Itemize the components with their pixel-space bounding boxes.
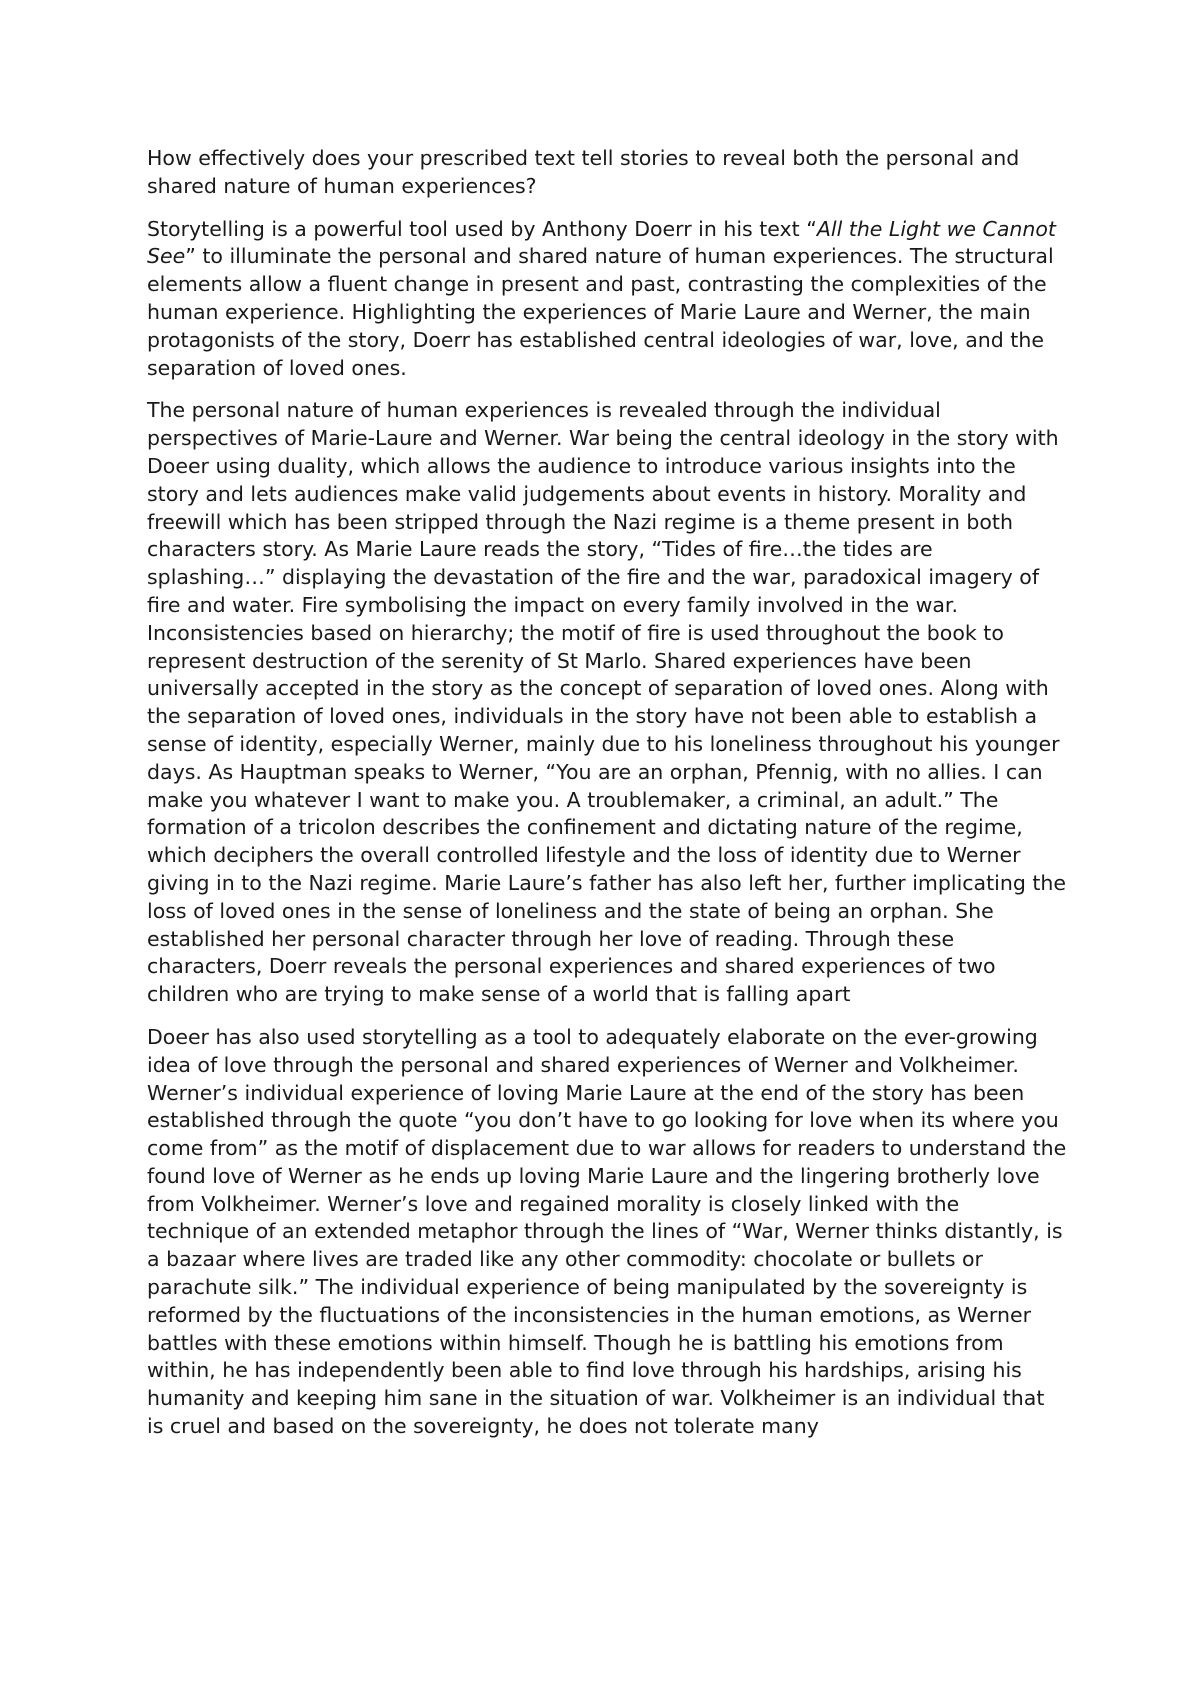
book-title: All the Light we Cannot See <box>147 216 1056 269</box>
intro-text-after-title: ” to illuminate the personal and shared nature of human experiences. The structural elements allow a fluent change in present and past, contrasting the complexities of the human experience. Highlighting the experiences of Marie Laure and Werner, the main protagonists of the story, Doerr has established central ideologies of war, love, and the separation of loved ones. <box>147 244 1054 380</box>
body-paragraph-love: Doeer has also used storytelling as a tool to adequately elaborate on the ever-growing idea of love through the personal and shared experiences of Werner and Volkheimer. Werner’s individual experience of loving Marie Laure at the end of the story has been established through the quote “you don’t have to go looking for love when its where you come from” as the motif of displacement due to war allows for readers to understand the found love of Werner as he ends up loving Marie Laure and the lingering brotherly love from Volkheimer. Werner’s love and regained morality is closely linked with the technique of an extended metaphor through the lines of “War, Werner thinks distantly, is a bazaar where lives are traded like any other commodity: chocolate or bullets or parachute silk.” The individual experience of being manipulated by the sovereignty is reformed by the fluctuations of the inconsistencies in the human emotions, as Werner battles with these emotions within himself. Though he is battling his emotions from within, he has independently been able to find love through his hardships, arising his humanity and keeping him sane in the situation of war. Volkheimer is an individual that is cruel and based on the sovereignty, he does not tolerate many <box>147 1024 1067 1439</box>
intro-paragraph <box>147 216 1067 383</box>
intro-text-before-title: Storytelling is a powerful tool used by Anthony Doerr in his text “ <box>147 216 817 241</box>
document-body <box>147 145 1067 1456</box>
essay-question: How effectively does your prescribed text tell stories to reveal both the personal and shared nature of human experiences? <box>147 146 1020 198</box>
body-paragraph-personal-nature: The personal nature of human experiences is revealed through the individual perspectives of Marie-Laure and Werner. War being the central ideology in the story with Doeer using duality, which allows the audience to introduce various insights into the story and lets audiences make valid judgements about events in history. Morality and freewill which has been stripped through the Nazi regime is a theme present in both characters story. As Marie Laure reads the story, “Tides of fire…the tides are splashing…” displaying the devastation of the fire and the war, paradoxical imagery of fire and water. Fire symbolising the impact on every family involved in the war. Inconsistencies based on hierarchy; the motif of fire is used throughout the book to represent destruction of the serenity of St Marlo. Shared experiences have been universally accepted in the story as the concept of separation of loved ones. Along with the separation of loved ones, individuals in the story have not been able to establish a sense of identity, especially Werner, mainly due to his loneliness throughout his younger days. As Hauptman speaks to Werner, “You are an orphan, Pfennig, with no allies. I can make you whatever I want to make you. A troublemaker, a criminal, an adult.” The formation of a tricolon describes the confinement and dictating nature of the regime, which deciphers the overall controlled lifestyle and the loss of identity due to Werner giving in to the Nazi regime. Marie Laure’s father has also left her, further implicating the loss of loved ones in the sense of loneliness and the state of being an orphan. She established her personal character through her love of reading. Through these characters, Doerr reveals the personal experiences and shared experiences of two children who are trying to make sense of a world that is falling apart <box>147 398 1067 1007</box>
